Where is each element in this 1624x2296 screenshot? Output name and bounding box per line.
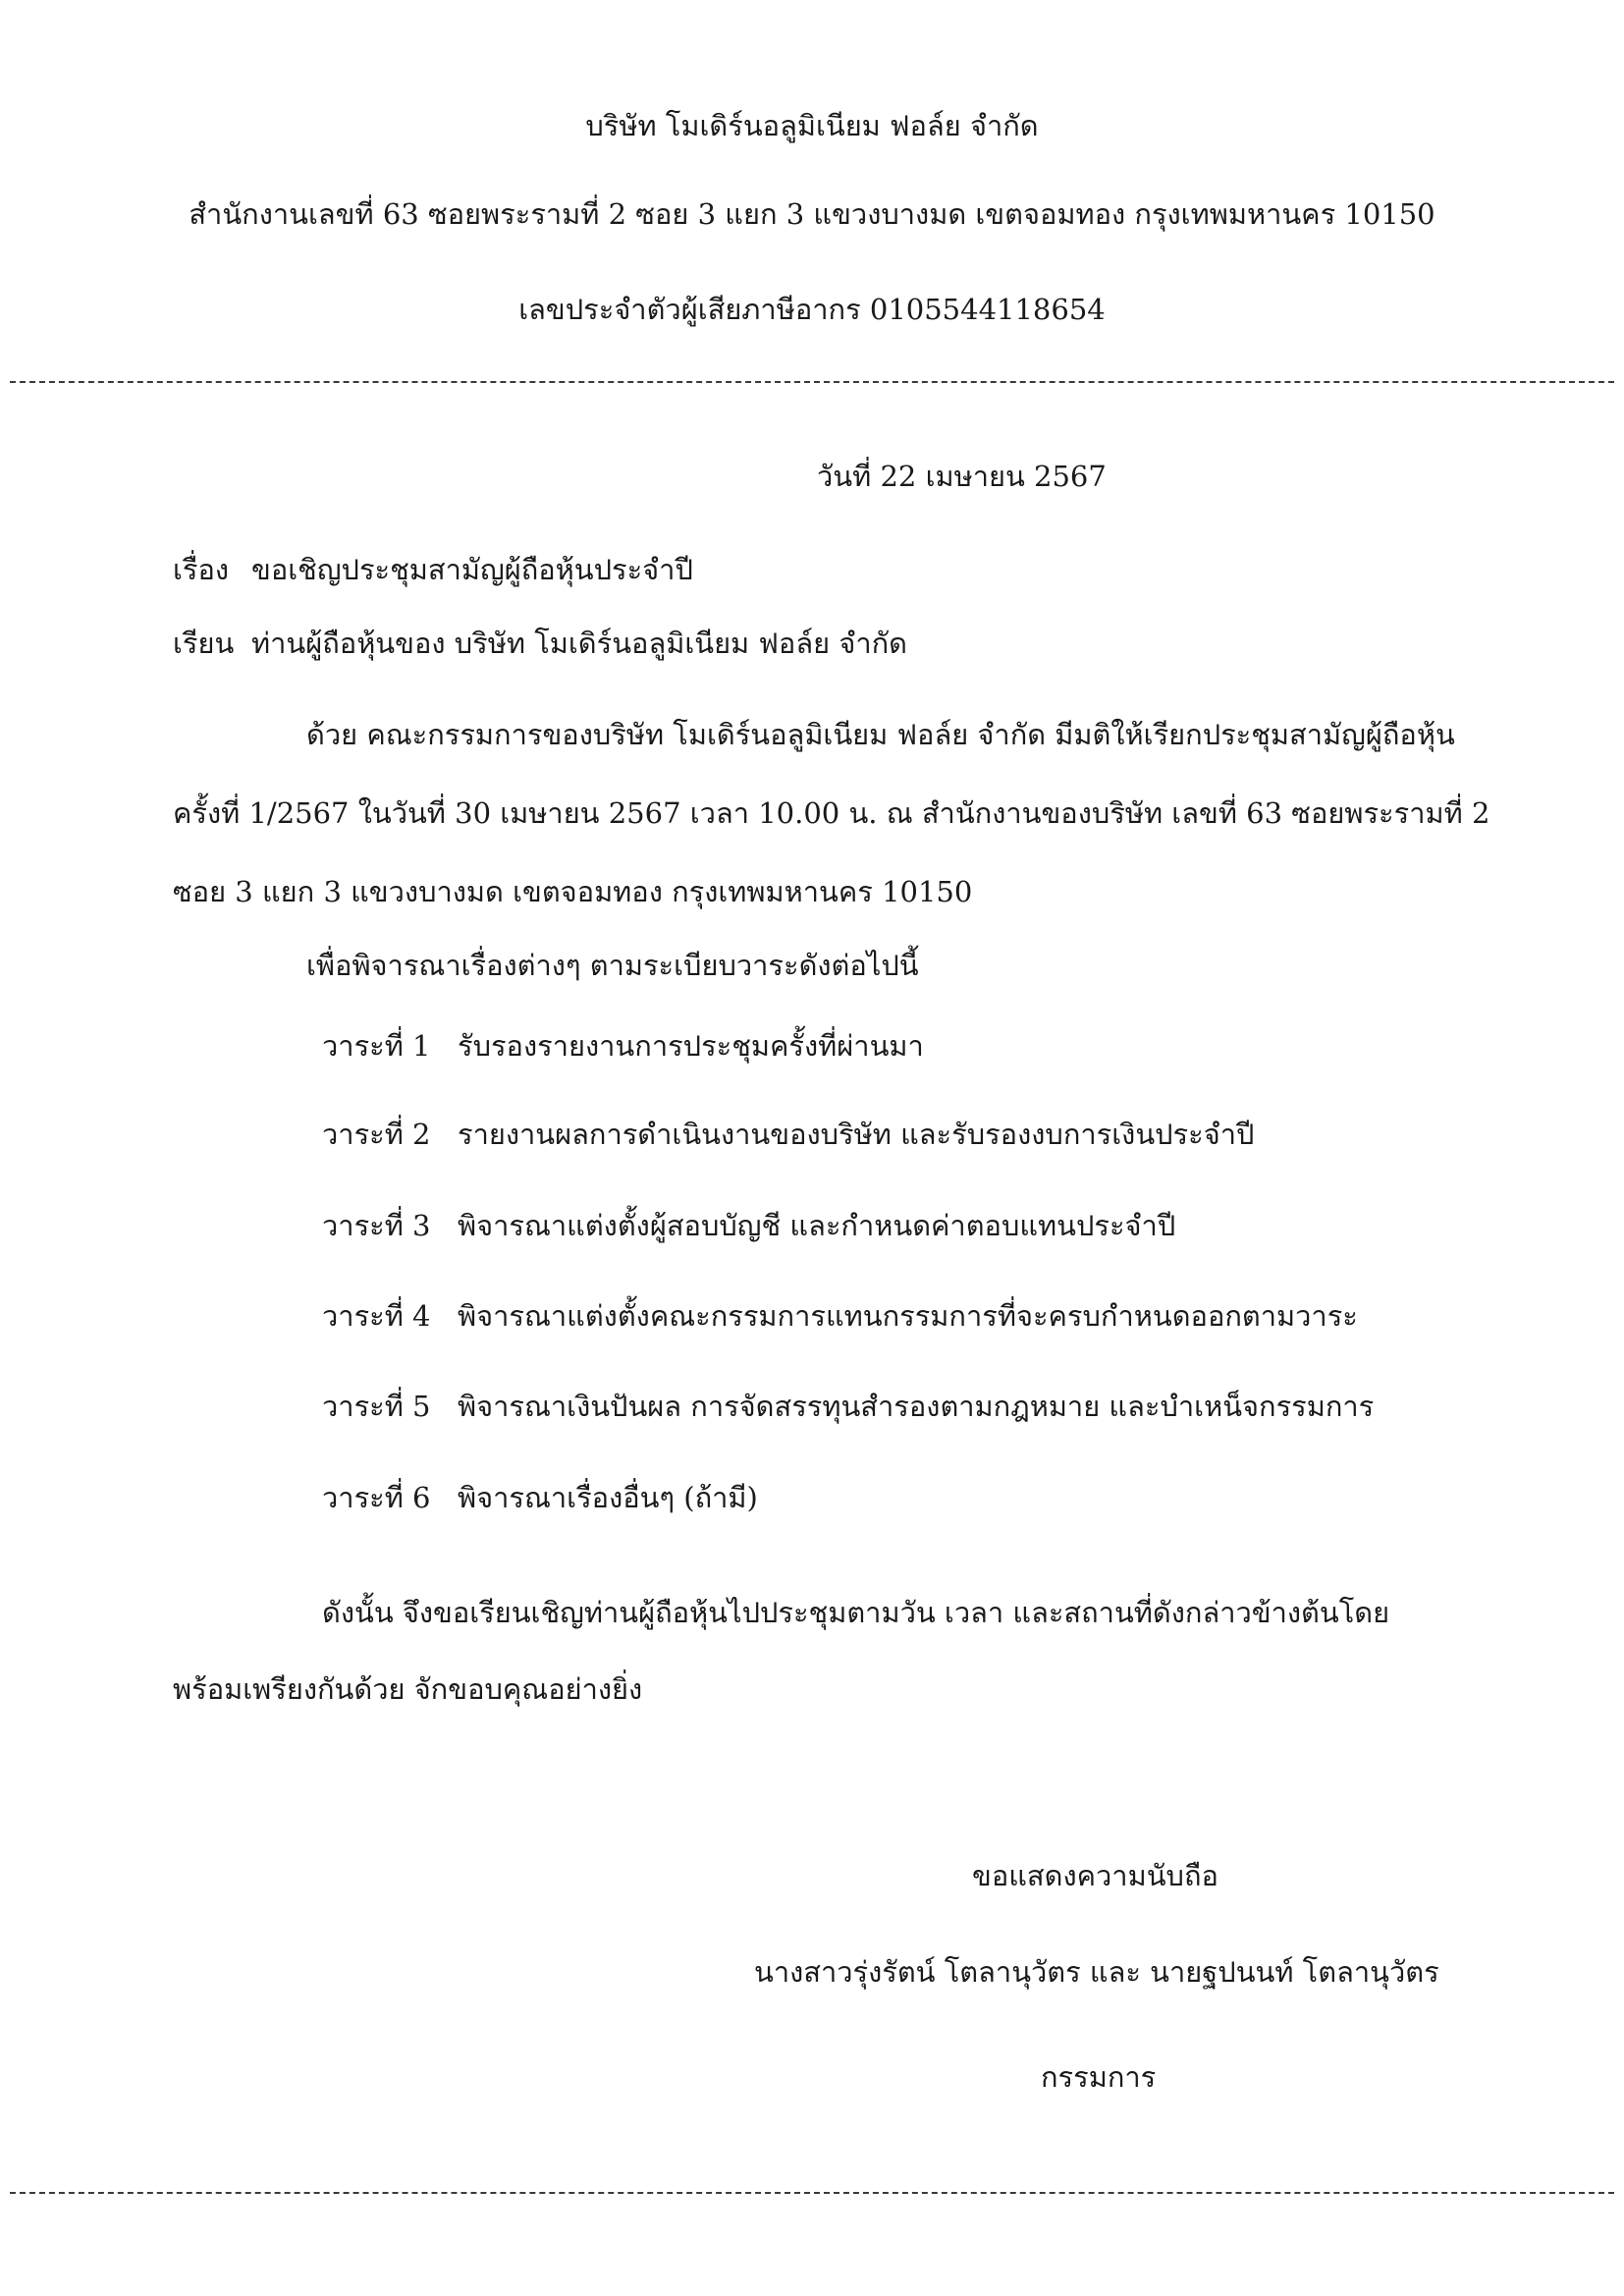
agenda-number: วาระที่ 1 bbox=[322, 1029, 431, 1063]
body-paragraph-line-2: ครั้งที่ 1/2567 ในวันที่ 30 เมษายน 2567 เวลา 10.00 น. ณ สำนักงานของบริษัท เลขที่ 63 ซอยพระรามที่ 2 bbox=[173, 796, 1490, 830]
company-name: บริษัท โมเดิร์นอลูมิเนียม ฟอล์ย จำกัด bbox=[585, 109, 1039, 142]
tax-id: เลขประจำตัวผู้เสียภาษีอากร 0105544118654 bbox=[518, 293, 1106, 326]
letter-date: วันที่ 22 เมษายน 2567 bbox=[817, 460, 1107, 493]
agenda-text: รับรองรายงานการประชุมครั้งที่ผ่านมา bbox=[458, 1029, 924, 1063]
body-paragraph-line-3: ซอย 3 แยก 3 แขวงบางมด เขตจอมทอง กรุงเทพมหานคร 10150 bbox=[173, 875, 973, 908]
agenda-number: วาระที่ 4 bbox=[322, 1299, 431, 1333]
signatories: นางสาวรุ่งรัตน์ โตลานุวัตร และ นายฐปนนท์ โตลานุวัตร bbox=[754, 1955, 1439, 1989]
agenda-text: รายงานผลการดำเนินงานของบริษัท และรับรองงบการเงินประจำปี bbox=[458, 1118, 1255, 1151]
recipient-text: ท่านผู้ถือหุ้นของ บริษัท โมเดิร์นอลูมิเนียม ฟอล์ย จำกัด bbox=[251, 627, 907, 660]
agenda-number: วาระที่ 2 bbox=[322, 1118, 431, 1151]
agenda-text: พิจารณาแต่งตั้งผู้สอบบัญชี และกำหนดค่าตอบแทนประจำปี bbox=[458, 1209, 1176, 1242]
company-address: สำนักงานเลขที่ 63 ซอยพระรามที่ 2 ซอย 3 แยก 3 แขวงบางมด เขตจอมทอง กรุงเทพมหานคร 10150 bbox=[189, 197, 1435, 231]
closing-line-1: ดังนั้น จึงขอเรียนเชิญท่านผู้ถือหุ้นไปประชุมตามวัน เวลา และสถานที่ดังกล่าวข้างต้นโดย bbox=[322, 1596, 1390, 1629]
agenda-number: วาระที่ 5 bbox=[322, 1390, 431, 1423]
recipient-line bbox=[173, 624, 907, 663]
closing-line-2: พร้อมเพรียงกันด้วย จักขอบคุณอย่างยิ่ง bbox=[173, 1672, 643, 1706]
body-paragraph-line-1: ด้วย คณะกรรมการของบริษัท โมเดิร์นอลูมิเนียม ฟอล์ย จำกัด มีมติให้เรียกประชุมสามัญผู้ถือหุ้น bbox=[306, 718, 1455, 751]
agenda-text: พิจารณาเงินปันผล การจัดสรรทุนสำรองตามกฎหมาย และบำเหน็จกรรมการ bbox=[458, 1390, 1375, 1423]
agenda-number: วาระที่ 6 bbox=[322, 1481, 431, 1514]
agenda-number: วาระที่ 3 bbox=[322, 1209, 431, 1242]
signatory-position: กรรมการ bbox=[1041, 2060, 1157, 2094]
agenda-intro: เพื่อพิจารณาเรื่องต่างๆ ตามระเบียบวาระดังต่อไปนี้ bbox=[306, 949, 919, 982]
recipient-label: เรียน bbox=[173, 627, 235, 660]
subject-text: ขอเชิญประชุมสามัญผู้ถือหุ้นประจำปี bbox=[251, 553, 693, 586]
agenda-text: พิจารณาแต่งตั้งคณะกรรมการแทนกรรมการที่จะครบกำหนดออกตามวาระ bbox=[458, 1299, 1358, 1333]
regards: ขอแสดงความนับถือ bbox=[972, 1859, 1218, 1892]
subject-label: เรื่อง bbox=[173, 553, 230, 586]
agenda-text: พิจารณาเรื่องอื่นๆ (ถ้ามี) bbox=[458, 1481, 758, 1514]
bottom-dashed-divider bbox=[10, 2192, 1614, 2194]
subject-line bbox=[173, 550, 693, 589]
top-dashed-divider bbox=[10, 381, 1614, 383]
